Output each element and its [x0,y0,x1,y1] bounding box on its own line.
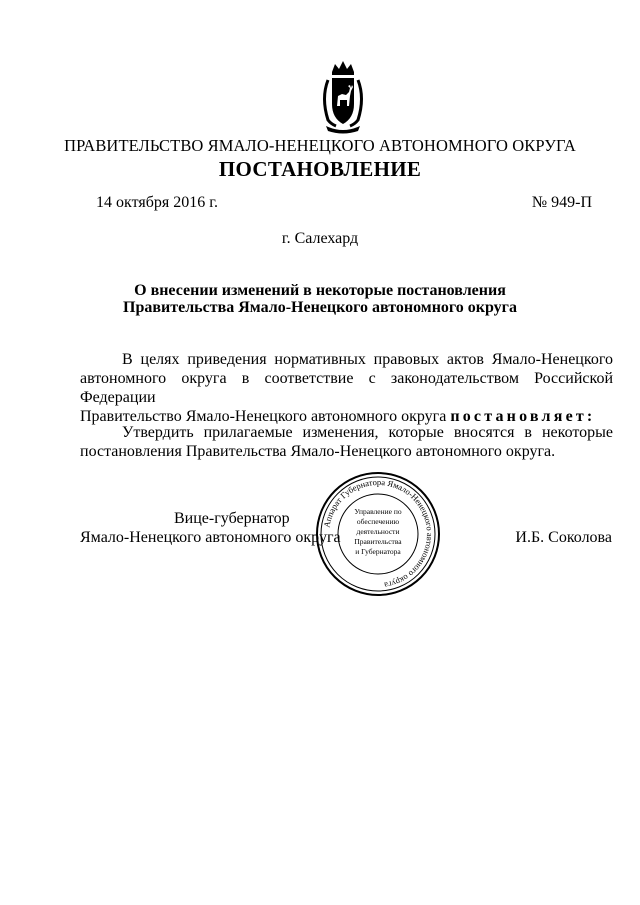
government-name: ПРАВИТЕЛЬСТВО ЯМАЛО-НЕНЕЦКОГО АВТОНОМНОГО ОКРУГА [64,136,576,155]
resolution-verb: постановляет: [450,408,596,425]
stamp-inner-line: обеспечению [356,517,400,526]
official-stamp [314,470,442,598]
signer-title-line-1: Вице-губернатор [174,510,290,527]
body-paragraph-2 [80,423,613,461]
stamp-inner-line: деятельности [356,527,400,536]
paragraph-line: В целях приведения нормативных правовых актов Ямало-Ненецкого [122,351,613,368]
signer-title-line-2: Ямало-Ненецкого автономного округа [80,529,341,546]
paragraph-line: автономного округа в соответствие с законодательством Российской Федерации [80,370,613,406]
document-city: г. Салехард [281,230,359,247]
subject-line-1: О внесении изменений в некоторые постановления [134,282,506,299]
stamp-outer-text: Аппарат Губернатора Ямало-Ненецкого автономного округа [321,476,436,591]
signer-name: И.Б. Соколова [515,529,612,546]
paragraph-text: Правительство Ямало-Ненецкого автономного округа [80,408,447,425]
stamp-inner-line: Управление по [354,507,402,516]
coat-of-arms-icon [318,58,368,136]
stamp-inner-line: Правительства [354,537,402,546]
document-date: 14 октября 2016 г. [96,194,218,211]
paragraph-line: Утвердить прилагаемые изменения, которые вносятся в некоторые [122,424,613,441]
subject-line-2: Правительства Ямало-Ненецкого автономного округа [123,299,517,316]
document-type: ПОСТАНОВЛЕНИЕ [218,157,422,181]
paragraph-line: постановления Правительства Ямало-Ненецкого автономного округа. [80,443,556,460]
document-number: № 949-П [531,194,592,211]
stamp-inner-line: и Губернатора [355,547,401,556]
body-paragraph-1 [80,350,613,426]
